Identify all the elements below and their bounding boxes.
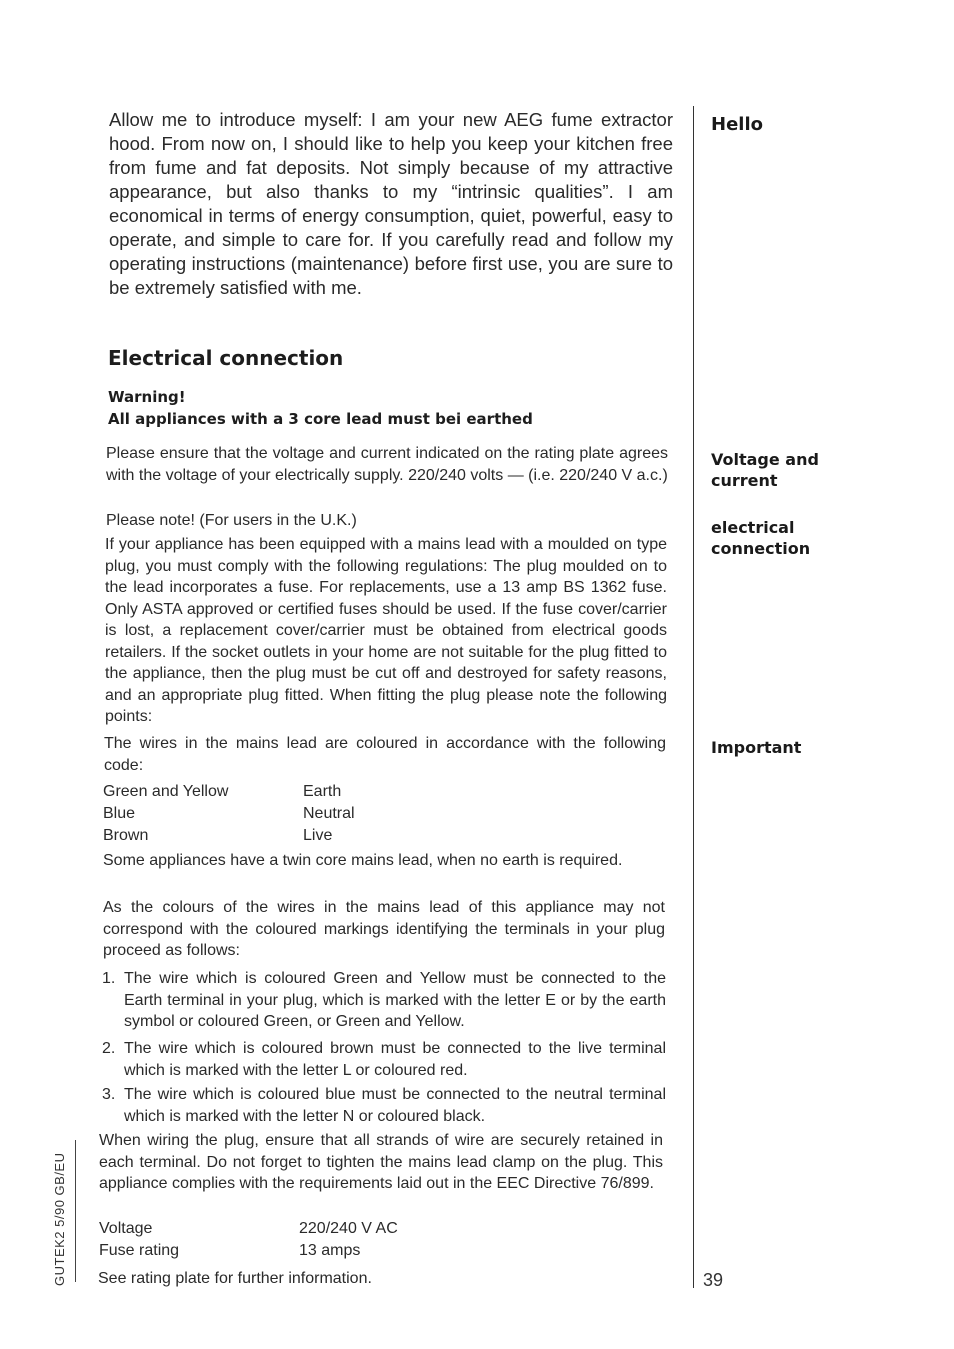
wire-colour: Brown [103, 827, 149, 844]
rating-plate-note: See rating plate for further information. [98, 1270, 372, 1287]
page-number: 39 [703, 1270, 724, 1290]
list-number: 2. [102, 1040, 116, 1057]
voltage-paragraph: Please ensure that the voltage and current indicated on the rating plate agrees with the voltage of your electrically supply. 220/240 volts — (i.e. 220/240 V a.c.) [106, 445, 668, 484]
spec-value: 220/240 V AC [299, 1220, 398, 1237]
uk-note: Please note! (For users in the U.K.) [106, 512, 357, 529]
list-item [102, 968, 666, 1034]
wire-colour: Blue [103, 805, 136, 822]
twin-core-paragraph: Some appliances have a twin core mains lead, when no earth is required. [103, 852, 623, 869]
sidebar-heading-voltage-current: Voltage and current [711, 450, 819, 490]
warning-detail: All appliances with a 3 core lead must bei earthed [108, 410, 533, 428]
colours-paragraph: As the colours of the wires in the mains lead of this appliance may not correspond with the coloured markings identifying the terminals in your plug proceed as follows: [103, 899, 665, 959]
list-item [102, 1084, 666, 1128]
column-divider [693, 106, 694, 1288]
spec-value: 13 amps [299, 1242, 361, 1259]
footer-divider [75, 1140, 76, 1282]
warning-block [108, 386, 533, 430]
sidebar-heading-electrical-connection: electrical connection [711, 518, 811, 558]
wire-meaning: Neutral [303, 805, 355, 822]
section-heading: Electrical connection [108, 346, 344, 370]
intro-paragraph: Allow me to introduce myself: I am your new AEG fume extractor hood. From now on, I should like to help you keep your kitchen free from fume and fat deposits. Not simply because of my attractive appearance, but also thanks to my “intrinsic qualities”. I am economical in terms of energy consumption, quiet, powerful, easy to operate, and simple to care for. If you carefully read and follow my operating instructions (maintenance) before first use, you are sure to be extremely satisfied with me. [109, 109, 673, 298]
list-number: 1. [102, 970, 116, 987]
spec-label: Voltage [99, 1220, 153, 1237]
list-number: 3. [102, 1086, 116, 1103]
sidebar-heading-hello: Hello [711, 114, 763, 135]
sidebar-heading-important: Important [711, 738, 802, 757]
wire-meaning: Earth [303, 783, 342, 800]
spec-label: Fuse rating [99, 1242, 180, 1259]
list-text: The wire which is coloured Green and Yellow must be connected to the Earth terminal in your plug, which is marked with the letter E or by the earth symbol or coloured Green, or Green and Yellow. [124, 970, 666, 1030]
warning-label: Warning! [108, 388, 186, 406]
list-text: The wire which is coloured blue must be connected to the neutral terminal which is marked with the letter N or coloured black. [124, 1086, 666, 1125]
wires-paragraph: The wires in the mains lead are coloured in accordance with the following code: [104, 735, 666, 774]
wire-meaning: Live [303, 827, 333, 844]
wire-colour: Green and Yellow [103, 783, 229, 800]
document-code: GUTEK2 5/90 GB/EU [52, 1152, 67, 1286]
list-text: The wire which is coloured brown must be connected to the live terminal which is marked with the letter L or coloured red. [124, 1040, 666, 1079]
wiring-paragraph: When wiring the plug, ensure that all strands of wire are securely retained in each terminal. Do not forget to tighten the mains lead clamp on the plug. This appliance complies with the requirements laid out in the EEC Directive 76/899. [99, 1132, 663, 1192]
list-item [102, 1038, 666, 1082]
plug-paragraph: If your appliance has been equipped with a mains lead with a moulded on type plug, you must comply with the following regulations: The plug moulded on to the lead incorporates a fuse. For replacements, use a 13 amp BS 1362 fuse. Only ASTA approved or certified fuses should be used. If the fuse cover/carrier is lost, a replacement cover/carrier must be obtained from electrical goods retailers. If the socket outlets in your home are not suitable for the plug fitted to the appliance, then the plug must be cut off and destroyed for safety reasons, and an appropriate plug fitted. When fitting the plug please note the following points: [105, 536, 667, 725]
